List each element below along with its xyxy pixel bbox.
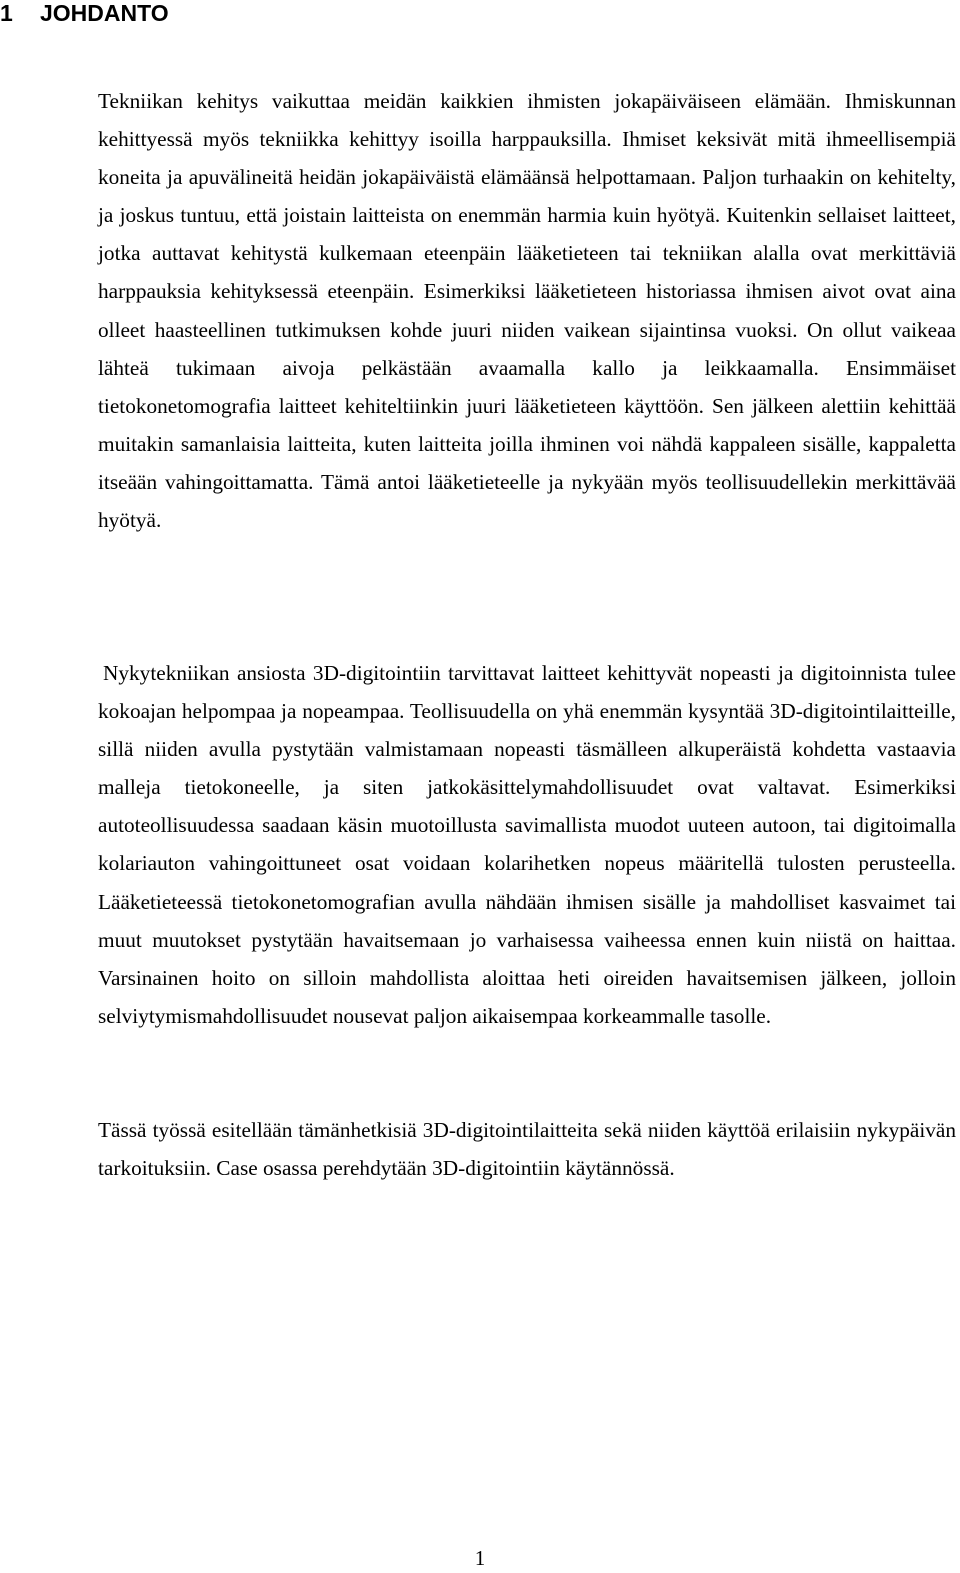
chapter-title: JOHDANTO: [40, 0, 169, 26]
page-number: 1: [474, 1546, 486, 1570]
body-paragraph: Tässä työssä esitellään tämänhetkisiä 3D-digitointilaitteita sekä niiden käyttöä erilaisiin nykypäivän tarkoituksiin. Case osassa perehdytään 3D-digitointiin käytännössä.: [98, 1118, 956, 1181]
chapter-number: 1: [0, 0, 13, 26]
body-paragraph: Tekniikan kehitys vaikuttaa meidän kaikkien ihmisten jokapäiväiseen elämään. Ihmiskunnan kehittyessä myös tekniikka kehittyy isoilla harppauksilla. Ihmiset keksivät mitä ihmeellisempiä koneita ja apuvälineitä heidän jokapäiväistä elämäänsä helpottamaan. Paljon turhaakin on kehitelty, ja joskus tuntuu, että joistain laitteista on enemmän harmia kuin hyötyä. Kuitenkin sellaiset laitteet, jotka auttavat kehitystä kulkemaan eteenpäin lääketieteen tai tekniikan alalla ovat merkittäviä harppauksia kehityksessä eteenpäin. Esimerkiksi lääketieteen historiassa ihmisen aivot ovat aina olleet haasteellinen tutkimuksen kohde juuri niiden vaikean sijaintinsa vuoksi. On ollut vaikeaa lähteä tukimaan aivoja pelkästään avaamalla kallo ja leikkaamalla. Ensimmäiset tietokonetomografia laitteet kehiteltiinkin juuri lääketieteen käyttöön. Sen jälkeen alettiin kehittää muitakin samanlaisia laitteita, kuten laitteita joilla ihminen voi nähdä kappaleen sisälle, kappaletta itseään vahingoittamatta. Tämä antoi lääketieteelle ja nykyään myös teollisuudellekin merkittävää hyötyä.: [98, 89, 956, 533]
chapter-heading: [0, 0, 169, 29]
body-paragraph: Nykytekniikan ansiosta 3D-digitointiin tarvittavat laitteet kehittyvät nopeasti ja digitoinnista tulee kokoajan helpompaa ja nopeampaa. Teollisuudella on yhä enemmän kysyntää 3D-digitointilaitteille, sillä niiden avulla pystytään valmistamaan nopeasti täsmälleen alkuperäistä kohdetta vastaavia malleja tietokoneelle, ja siten jatkokäsittelymahdollisuudet ovat valtavat. Esimerkiksi autoteollisuudessa saadaan käsin muotoillusta savimallista muodot uuteen autoon, tai digitoimalla kolariauton vahingoittuneet osat voidaan kolarihetken nopeus määritellä tulosten perusteella. Lääketieteessä tietokonetomografian avulla nähdään ihmisen sisälle ja mahdolliset kasvaimet tai muut muutokset pystytään havaitsemaan jo varhaisessa vaiheessa ennen kuin niistä on haittaa. Varsinainen hoito on silloin mahdollista aloittaa heti oireiden havaitsemisen jälkeen, jolloin selviytymismahdollisuudet nousevat paljon aikaisempaa korkeammalle tasolle.: [98, 661, 956, 1028]
